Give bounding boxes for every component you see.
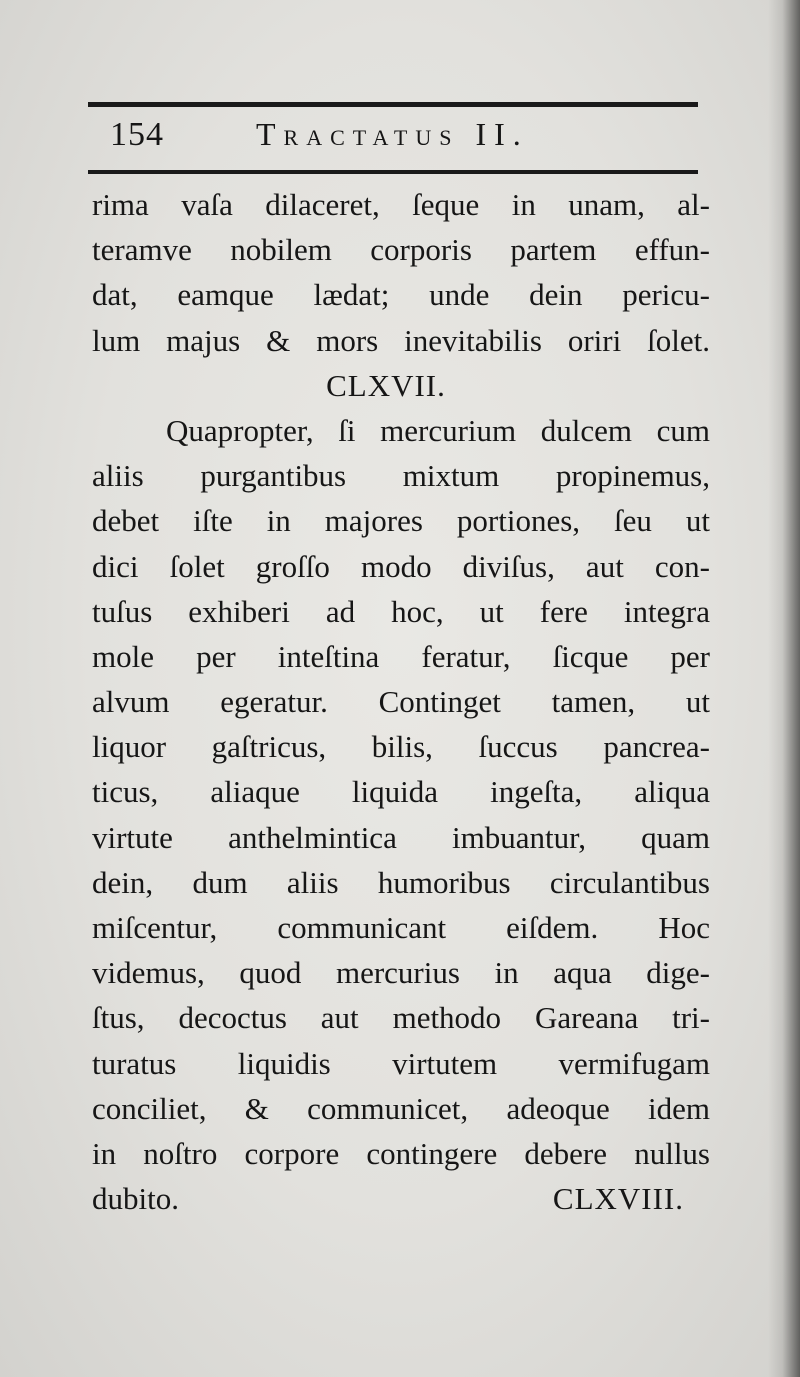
- header-top-rule: [88, 102, 698, 107]
- final-line-row: [92, 1176, 710, 1221]
- text-line: liquor gaſtricus, bilis, ſuccus pancrea-: [92, 729, 710, 765]
- text-line: videmus, quod mercurius in aqua dige-: [92, 955, 710, 991]
- catchword: CLXVIII.: [552, 1181, 684, 1217]
- text-line: in noſtro corpore contingere debere nullus: [92, 1135, 710, 1171]
- running-head: Tractatus II.: [256, 116, 529, 152]
- text-line: Quapropter, ſi mercurium dulcem cum: [166, 412, 710, 448]
- text-line: dat, eamque lædat; unde dein pericu-: [92, 277, 710, 313]
- text-line: miſcentur, communicant eiſdem. Hoc: [92, 910, 710, 945]
- page-header: [110, 112, 630, 162]
- text-line: dein, dum aliis humoribus circulantibus: [92, 864, 710, 900]
- text-line: teramve nobilem corporis partem effun-: [92, 232, 710, 268]
- text-line: ſtus, decoctus aut methodo Gareana tri-: [92, 1000, 710, 1036]
- section-heading: CLXVII.: [326, 367, 446, 403]
- final-text-line: dubito.: [92, 1181, 179, 1217]
- text-line: virtute anthelmintica imbuantur, quam: [92, 819, 710, 855]
- text-line: mole per inteſtina feratur, ſicque per: [92, 638, 710, 674]
- text-line: turatus liquidis virtutem vermifugam: [92, 1045, 710, 1081]
- page-number: 154: [110, 116, 164, 153]
- text-line: dici ſolet groſſo modo diviſus, aut con-: [92, 548, 710, 584]
- body-text: [92, 182, 710, 1221]
- text-line: lum majus & mors inevitabilis oriri ſolet.: [92, 322, 710, 358]
- text-line: conciliet, & communicet, adeoque idem: [92, 1090, 710, 1126]
- text-line: alvum egeratur. Continget tamen, ut: [92, 684, 710, 720]
- text-line: tuſus exhiberi ad hoc, ut fere integra: [92, 593, 710, 629]
- text-line: debet iſte in majores portiones, ſeu ut: [92, 503, 710, 539]
- page-edge-shadow: [768, 0, 800, 1377]
- text-line: rima vaſa dilaceret, ſeque in unam, al-: [92, 187, 710, 222]
- text-line: aliis purgantibus mixtum propinemus,: [92, 458, 710, 494]
- header-bottom-rule: [88, 170, 698, 174]
- text-line: ticus, aliaque liquida ingeſta, aliqua: [92, 774, 710, 810]
